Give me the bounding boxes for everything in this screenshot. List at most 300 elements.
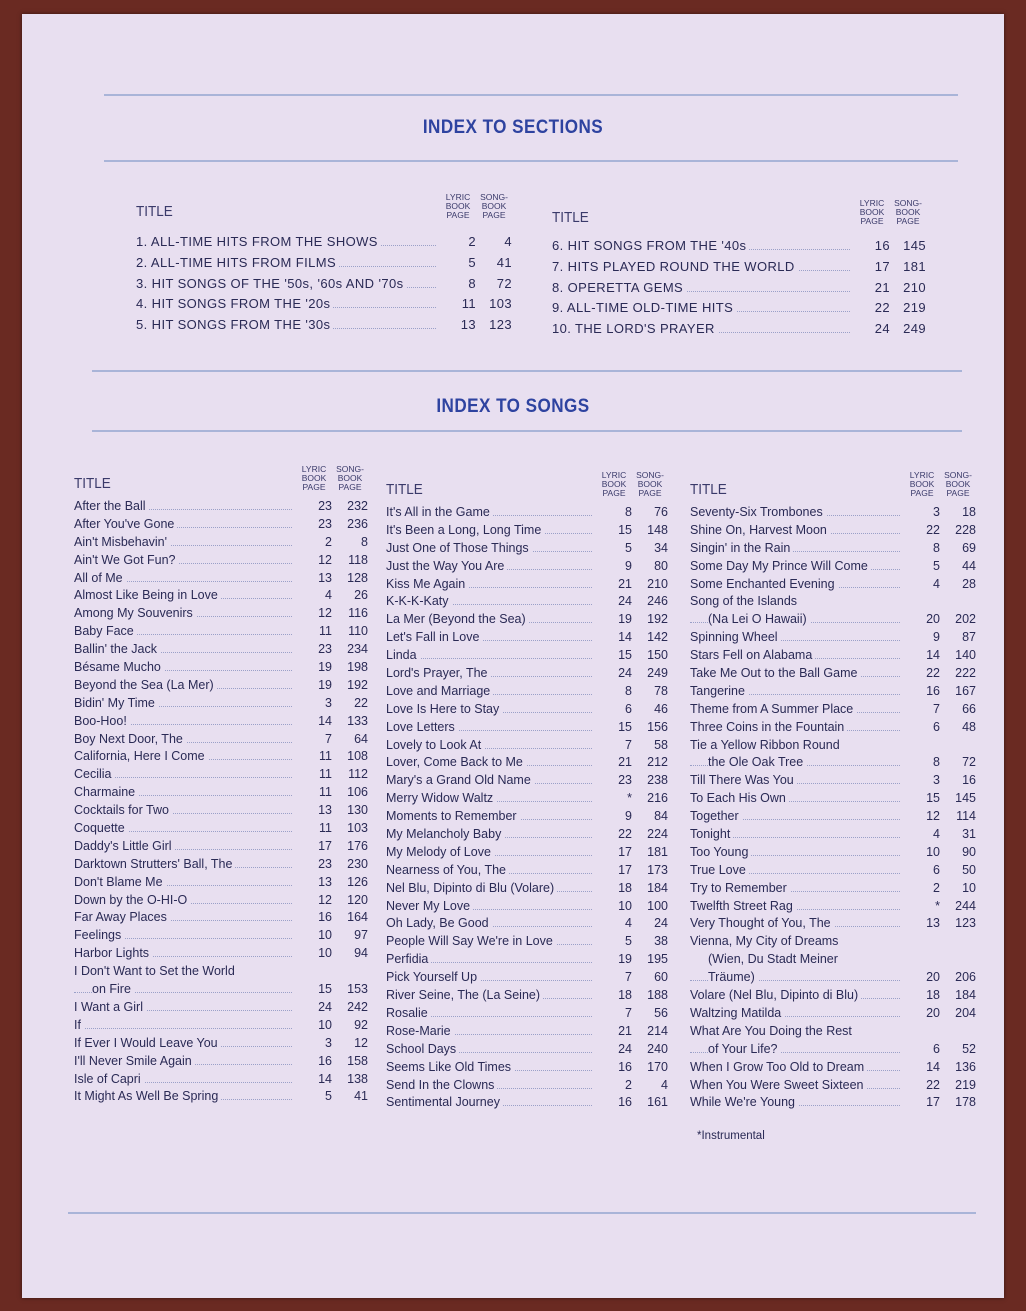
index-entry bbox=[690, 1024, 976, 1042]
index-entry bbox=[74, 588, 368, 606]
entry-title bbox=[690, 559, 904, 573]
song-page-number: 184 bbox=[647, 880, 668, 895]
entry-title-text: What Are You Doing the Rest bbox=[690, 1024, 855, 1038]
lyric-page-number: 23 bbox=[318, 516, 332, 531]
entry-title-text: Darktown Strutters' Ball, The bbox=[74, 857, 235, 871]
index-entry bbox=[690, 773, 976, 791]
entry-title-text: 7. HITS PLAYED ROUND THE WORLD bbox=[552, 259, 798, 274]
index-entry bbox=[136, 296, 512, 317]
song-page-number: 158 bbox=[347, 1053, 368, 1068]
entry-title-text: 1. ALL-TIME HITS FROM THE SHOWS bbox=[136, 234, 381, 249]
index-entry bbox=[74, 928, 368, 946]
entry-title-text: Lover, Come Back to Me bbox=[386, 755, 526, 769]
entry-title bbox=[690, 505, 904, 519]
lyric-page-number: 14 bbox=[618, 630, 632, 645]
entry-title-text: It Might As Well Be Spring bbox=[74, 1089, 221, 1103]
entry-title-text: When I Grow Too Old to Dream bbox=[690, 1060, 867, 1074]
song-page-number: 164 bbox=[347, 910, 368, 925]
song-page-number: 18 bbox=[962, 505, 976, 519]
entry-title bbox=[386, 559, 596, 573]
lyric-page-number: 5 bbox=[625, 934, 632, 949]
index-entry bbox=[386, 863, 668, 881]
entry-title-text: Send In the Clowns bbox=[386, 1078, 497, 1092]
index-entry bbox=[386, 988, 668, 1006]
index-entry bbox=[386, 684, 668, 702]
entry-title bbox=[690, 755, 904, 769]
index-entry bbox=[690, 755, 976, 773]
index-page bbox=[22, 14, 1004, 1298]
entry-title bbox=[386, 612, 596, 626]
lyric-page-number: 10 bbox=[318, 946, 332, 961]
entry-title-text: Daddy's Little Girl bbox=[74, 839, 175, 853]
index-entry bbox=[74, 964, 368, 982]
lyric-page-label: LYRIC BOOK PAGE bbox=[301, 464, 327, 492]
entry-title-text: La Mer (Beyond the Sea) bbox=[386, 612, 529, 626]
song-page-number: 12 bbox=[354, 1035, 368, 1050]
entry-title-text: Just One of Those Things bbox=[386, 541, 532, 555]
entry-title-text: Bidin' My Time bbox=[74, 696, 158, 710]
song-page-number: 44 bbox=[962, 558, 976, 573]
index-entry bbox=[74, 571, 368, 589]
entry-title bbox=[690, 809, 904, 823]
lyric-page-number: 19 bbox=[618, 612, 632, 627]
index-entry bbox=[386, 827, 668, 845]
lyric-page-number: 13 bbox=[460, 317, 476, 333]
entry-title bbox=[386, 1060, 596, 1074]
entry-title-text: School Days bbox=[386, 1042, 459, 1056]
entry-title-text: Moments to Remember bbox=[386, 809, 520, 823]
index-entry bbox=[690, 899, 976, 917]
entry-title-text: Boy Next Door, The bbox=[74, 732, 186, 746]
column-title-label: TITLE bbox=[136, 203, 173, 220]
entry-title bbox=[74, 588, 296, 602]
index-entry bbox=[386, 738, 668, 756]
song-page-label: SONG- BOOK PAGE bbox=[480, 192, 508, 220]
song-page-number: 178 bbox=[955, 1095, 976, 1110]
entry-title bbox=[386, 702, 596, 716]
entry-title-text: Shine On, Harvest Moon bbox=[690, 523, 830, 537]
entry-title bbox=[690, 1095, 904, 1109]
lyric-page-number: 16 bbox=[318, 1053, 332, 1068]
entry-title-text: Tangerine bbox=[690, 684, 748, 698]
entry-title bbox=[74, 1018, 296, 1032]
index-entry bbox=[690, 916, 976, 934]
entry-title-text: Coquette bbox=[74, 821, 128, 835]
entry-title bbox=[74, 928, 296, 942]
index-entry bbox=[386, 559, 668, 577]
lyric-page-number: 6 bbox=[933, 1041, 940, 1056]
lyric-page-number: 3 bbox=[933, 505, 940, 519]
lyric-page-number: 5 bbox=[625, 540, 632, 555]
entry-title bbox=[386, 899, 596, 913]
entry-title-text: Cecilia bbox=[74, 767, 115, 781]
lyric-page-number: 24 bbox=[618, 594, 632, 609]
lyric-page-number: 6 bbox=[933, 862, 940, 877]
lyric-page-number: 5 bbox=[468, 254, 476, 270]
lyric-page-number: 20 bbox=[926, 970, 940, 985]
entry-title-text: Waltzing Matilda bbox=[690, 1006, 784, 1020]
entry-title bbox=[74, 571, 296, 585]
lyric-page-number: 23 bbox=[618, 773, 632, 788]
entry-title-text: Lord's Prayer, The bbox=[386, 666, 491, 680]
lyric-page-number: 13 bbox=[318, 803, 332, 818]
song-page-number: 161 bbox=[647, 1095, 668, 1110]
song-page-number: 123 bbox=[955, 916, 976, 931]
index-entry bbox=[74, 660, 368, 678]
song-page-number: 222 bbox=[955, 666, 976, 681]
lyric-page-number: 12 bbox=[318, 552, 332, 567]
index-entry bbox=[74, 714, 368, 732]
lyric-page-number: * bbox=[627, 791, 632, 806]
song-page-number: 128 bbox=[347, 570, 368, 585]
entry-title-text: Oh Lady, Be Good bbox=[386, 916, 492, 930]
entry-title bbox=[690, 612, 904, 626]
lyric-page-number: 18 bbox=[618, 988, 632, 1003]
entry-title bbox=[690, 988, 904, 1002]
instrumental-footnote: *Instrumental bbox=[697, 1130, 765, 1142]
entry-title-text: 6. HIT SONGS FROM THE '40s bbox=[552, 238, 749, 253]
entry-title-text: Ain't We Got Fun? bbox=[74, 553, 179, 567]
song-page-number: 46 bbox=[654, 701, 668, 716]
index-entry bbox=[690, 648, 976, 666]
song-page-number: 66 bbox=[962, 701, 976, 716]
index-entry bbox=[690, 1006, 976, 1024]
entry-title bbox=[74, 678, 296, 692]
lyric-page-number: 23 bbox=[318, 499, 332, 513]
lyric-page-number: 19 bbox=[618, 952, 632, 967]
entry-title-text: Rosalie bbox=[386, 1006, 431, 1020]
song-page-number: 198 bbox=[347, 660, 368, 675]
song-page-number: 212 bbox=[647, 755, 668, 770]
song-page-number: 188 bbox=[647, 988, 668, 1003]
entry-title bbox=[386, 755, 596, 769]
index-entry bbox=[690, 684, 976, 702]
column-title-label: TITLE bbox=[386, 481, 423, 498]
entry-title-text: Love Is Here to Stay bbox=[386, 702, 502, 716]
index-entry bbox=[74, 732, 368, 750]
entry-title-text: Very Thought of You, The bbox=[690, 916, 834, 930]
lyric-page-number: 13 bbox=[318, 570, 332, 585]
index-entry bbox=[386, 577, 668, 595]
entry-title-text: (Wien, Du Stadt Meiner bbox=[708, 952, 841, 966]
song-page-number: 41 bbox=[496, 254, 512, 270]
entry-title-text: Cocktails for Two bbox=[74, 803, 172, 817]
entry-title bbox=[386, 1042, 596, 1056]
entry-title bbox=[386, 1095, 596, 1109]
songs-heading-rule bbox=[92, 430, 962, 432]
index-entry bbox=[690, 791, 976, 809]
song-page-number: 173 bbox=[647, 862, 668, 877]
lyric-page-number: 9 bbox=[625, 809, 632, 824]
song-page-number: 219 bbox=[903, 300, 926, 316]
lyric-page-number: 4 bbox=[325, 588, 332, 603]
sections-left-column bbox=[136, 180, 512, 338]
lyric-page-number: 22 bbox=[926, 1077, 940, 1092]
song-page-number: 232 bbox=[347, 499, 368, 513]
index-entry bbox=[74, 893, 368, 911]
lyric-page-number: 24 bbox=[618, 666, 632, 681]
song-page-number: 41 bbox=[354, 1089, 368, 1104]
entry-title-text: Lovely to Look At bbox=[386, 738, 484, 752]
entry-title-text: Charmaine bbox=[74, 785, 138, 799]
entry-title bbox=[386, 863, 596, 877]
lyric-page-number: 17 bbox=[926, 1095, 940, 1110]
entry-title-text: True Love bbox=[690, 863, 749, 877]
index-entry bbox=[74, 982, 368, 1000]
entry-title bbox=[74, 714, 296, 728]
song-page-number: 142 bbox=[647, 630, 668, 645]
entry-title bbox=[386, 1078, 596, 1092]
lyric-page-number: 17 bbox=[618, 862, 632, 877]
entry-title-text: Harbor Lights bbox=[74, 946, 152, 960]
entry-title bbox=[386, 684, 596, 698]
index-entry bbox=[136, 276, 512, 297]
index-entry bbox=[386, 934, 668, 952]
entry-title-text: Stars Fell on Alabama bbox=[690, 648, 815, 662]
index-entry bbox=[552, 321, 926, 342]
lyric-page-number: 6 bbox=[933, 719, 940, 734]
entry-title bbox=[74, 553, 296, 567]
song-page-number: 242 bbox=[347, 999, 368, 1014]
song-page-number: 60 bbox=[654, 970, 668, 985]
song-page-number: 4 bbox=[504, 234, 512, 249]
index-entry bbox=[690, 845, 976, 863]
entry-title bbox=[690, 1078, 904, 1092]
index-entry bbox=[386, 1060, 668, 1078]
lyric-page-number: 6 bbox=[625, 701, 632, 716]
entry-title-text: Till There Was You bbox=[690, 773, 797, 787]
entry-title bbox=[690, 970, 904, 984]
entry-title-text: Isle of Capri bbox=[74, 1072, 144, 1086]
entry-title-text: Singin' in the Rain bbox=[690, 541, 793, 555]
entry-title bbox=[74, 964, 296, 978]
entry-title-text: Beyond the Sea (La Mer) bbox=[74, 678, 217, 692]
song-page-number: 72 bbox=[496, 275, 512, 291]
index-entry bbox=[74, 767, 368, 785]
song-page-number: 244 bbox=[955, 898, 976, 913]
entry-title bbox=[74, 946, 296, 960]
lyric-page-number: 17 bbox=[318, 838, 332, 853]
song-page-number: 76 bbox=[654, 505, 668, 519]
index-entry bbox=[386, 666, 668, 684]
song-page-number: 84 bbox=[654, 809, 668, 824]
lyric-page-number: 2 bbox=[468, 234, 476, 249]
song-page-number: 116 bbox=[348, 606, 368, 621]
entry-title-text: Down by the O-HI-O bbox=[74, 893, 190, 907]
entry-title bbox=[74, 606, 296, 620]
lyric-page-number: 7 bbox=[325, 731, 332, 746]
entry-title bbox=[74, 767, 296, 781]
index-entry bbox=[690, 1060, 976, 1078]
entry-title-text: Spinning Wheel bbox=[690, 630, 781, 644]
index-entry bbox=[74, 803, 368, 821]
index-entry bbox=[690, 577, 976, 595]
lyric-page-number: 11 bbox=[319, 624, 332, 639]
song-page-number: 184 bbox=[955, 988, 976, 1003]
song-page-number: 110 bbox=[348, 624, 368, 639]
top-rule bbox=[104, 94, 958, 96]
index-entry bbox=[690, 881, 976, 899]
index-entry bbox=[552, 280, 926, 301]
song-page-number: 100 bbox=[647, 898, 668, 913]
entry-title bbox=[74, 1054, 296, 1068]
index-entry bbox=[386, 594, 668, 612]
lyric-page-number: 7 bbox=[625, 1005, 632, 1020]
entry-title bbox=[690, 630, 904, 644]
lyric-page-number: 3 bbox=[325, 1035, 332, 1050]
index-entry bbox=[386, 970, 668, 988]
index-entry bbox=[74, 696, 368, 714]
entry-title bbox=[386, 773, 596, 787]
lyric-page-number: 14 bbox=[926, 1059, 940, 1074]
entry-title-text: River Seine, The (La Seine) bbox=[386, 988, 543, 1002]
lyric-page-number: 8 bbox=[625, 683, 632, 698]
lyric-page-number: 4 bbox=[933, 576, 940, 591]
entry-title bbox=[74, 624, 296, 638]
song-page-number: 130 bbox=[347, 803, 368, 818]
song-page-number: 72 bbox=[962, 755, 976, 770]
index-entry bbox=[690, 1042, 976, 1060]
song-page-number: 38 bbox=[654, 934, 668, 949]
lyric-page-number: 24 bbox=[874, 321, 890, 337]
index-entry bbox=[74, 875, 368, 893]
lyric-page-number: 21 bbox=[618, 576, 632, 591]
entry-title-text: Kiss Me Again bbox=[386, 577, 468, 591]
index-entry bbox=[386, 881, 668, 899]
entry-title bbox=[690, 773, 904, 787]
entry-title bbox=[690, 684, 904, 698]
entry-title bbox=[74, 839, 296, 853]
song-page-number: 145 bbox=[903, 238, 926, 253]
entry-title bbox=[690, 881, 904, 895]
entry-title bbox=[136, 234, 440, 249]
lyric-page-number: 13 bbox=[318, 874, 332, 889]
lyric-page-number: 3 bbox=[933, 773, 940, 788]
song-page-number: 106 bbox=[347, 785, 368, 800]
lyric-page-number: 14 bbox=[318, 1071, 332, 1086]
entry-title-text: If bbox=[74, 1018, 84, 1032]
song-page-number: 87 bbox=[962, 630, 976, 645]
entry-title-text: All of Me bbox=[74, 571, 126, 585]
lyric-page-number: 9 bbox=[933, 630, 940, 645]
song-page-number: 56 bbox=[654, 1005, 668, 1020]
index-entry bbox=[74, 946, 368, 964]
entry-title-text: K-K-K-Katy bbox=[386, 594, 452, 608]
entry-title-text: Perfidia bbox=[386, 952, 431, 966]
entry-title bbox=[386, 1024, 596, 1038]
entry-title-text: Almost Like Being in Love bbox=[74, 588, 221, 602]
lyric-page-number: 12 bbox=[926, 809, 940, 824]
index-entry bbox=[690, 559, 976, 577]
index-entry bbox=[690, 702, 976, 720]
entry-title bbox=[74, 535, 296, 549]
entry-title bbox=[386, 1006, 596, 1020]
entry-title-text: I'll Never Smile Again bbox=[74, 1054, 195, 1068]
entry-title-text: Some Day My Prince Will Come bbox=[690, 559, 871, 573]
lyric-page-number: 21 bbox=[874, 279, 890, 295]
entry-title bbox=[690, 899, 904, 913]
index-entry bbox=[386, 523, 668, 541]
entry-title-text: 5. HIT SONGS FROM THE '30s bbox=[136, 317, 333, 332]
entry-title bbox=[690, 541, 904, 555]
entry-title bbox=[74, 660, 296, 674]
entry-title bbox=[386, 934, 596, 948]
entry-title-text: Let's Fall in Love bbox=[386, 630, 482, 644]
index-entry bbox=[386, 952, 668, 970]
entry-title-text: Baby Face bbox=[74, 624, 137, 638]
song-page-number: 90 bbox=[962, 844, 976, 859]
entry-title-text: Song of the Islands bbox=[690, 594, 800, 608]
entry-title bbox=[386, 881, 596, 895]
song-page-number: 108 bbox=[347, 749, 368, 764]
song-page-number: 206 bbox=[955, 970, 976, 985]
lyric-page-number: 18 bbox=[926, 988, 940, 1003]
entry-title bbox=[136, 317, 440, 332]
entry-title-text: 9. ALL-TIME OLD-TIME HITS bbox=[552, 300, 736, 315]
song-page-number: 150 bbox=[647, 648, 668, 663]
song-page-number: 156 bbox=[647, 719, 668, 734]
entry-title bbox=[552, 321, 854, 336]
index-entry bbox=[386, 899, 668, 917]
song-page-number: 170 bbox=[647, 1059, 668, 1074]
lyric-page-number: 19 bbox=[318, 677, 332, 692]
lyric-page-number: 17 bbox=[618, 844, 632, 859]
song-page-number: 140 bbox=[955, 648, 976, 663]
lyric-page-number: 15 bbox=[618, 648, 632, 663]
song-page-number: 230 bbox=[347, 856, 368, 871]
entry-title bbox=[386, 541, 596, 555]
lyric-page-number: 17 bbox=[874, 258, 890, 274]
entry-title-text: Pick Yourself Up bbox=[386, 970, 480, 984]
songs-column-1 bbox=[74, 452, 368, 1107]
index-entry bbox=[386, 1078, 668, 1096]
lyric-page-label: LYRIC BOOK PAGE bbox=[859, 198, 885, 226]
song-page-number: 69 bbox=[962, 540, 976, 555]
entry-title bbox=[386, 845, 596, 859]
entry-title bbox=[386, 523, 596, 537]
lyric-page-number: 21 bbox=[618, 1023, 632, 1038]
index-entry bbox=[74, 785, 368, 803]
lyric-page-number: 11 bbox=[319, 785, 332, 800]
lyric-page-label: LYRIC BOOK PAGE bbox=[445, 192, 471, 220]
entry-title-text: Rose-Marie bbox=[386, 1024, 454, 1038]
lyric-page-number: 15 bbox=[618, 719, 632, 734]
song-page-number: 167 bbox=[955, 683, 976, 698]
entry-title-text: of Your Life? bbox=[708, 1042, 781, 1056]
index-entry bbox=[690, 809, 976, 827]
lyric-page-number: 13 bbox=[926, 916, 940, 931]
entry-title bbox=[74, 517, 296, 531]
entry-title-text: After the Ball bbox=[74, 499, 149, 513]
index-entry bbox=[690, 666, 976, 684]
index-entry bbox=[136, 255, 512, 276]
song-page-number: 114 bbox=[956, 809, 976, 824]
lyric-page-number: 14 bbox=[318, 713, 332, 728]
lyric-page-number: 10 bbox=[618, 898, 632, 913]
index-entry bbox=[690, 988, 976, 1006]
index-entry bbox=[386, 612, 668, 630]
song-page-number: 103 bbox=[489, 296, 512, 312]
lyric-page-number: 2 bbox=[325, 534, 332, 549]
lyric-page-number: 22 bbox=[874, 300, 890, 316]
index-entry bbox=[74, 535, 368, 553]
song-page-number: 94 bbox=[354, 946, 368, 961]
entry-title-text: I Want a Girl bbox=[74, 1000, 146, 1014]
entry-title-text: Together bbox=[690, 809, 742, 823]
song-page-number: 24 bbox=[654, 916, 668, 931]
index-entry bbox=[386, 845, 668, 863]
index-entry bbox=[690, 738, 976, 756]
